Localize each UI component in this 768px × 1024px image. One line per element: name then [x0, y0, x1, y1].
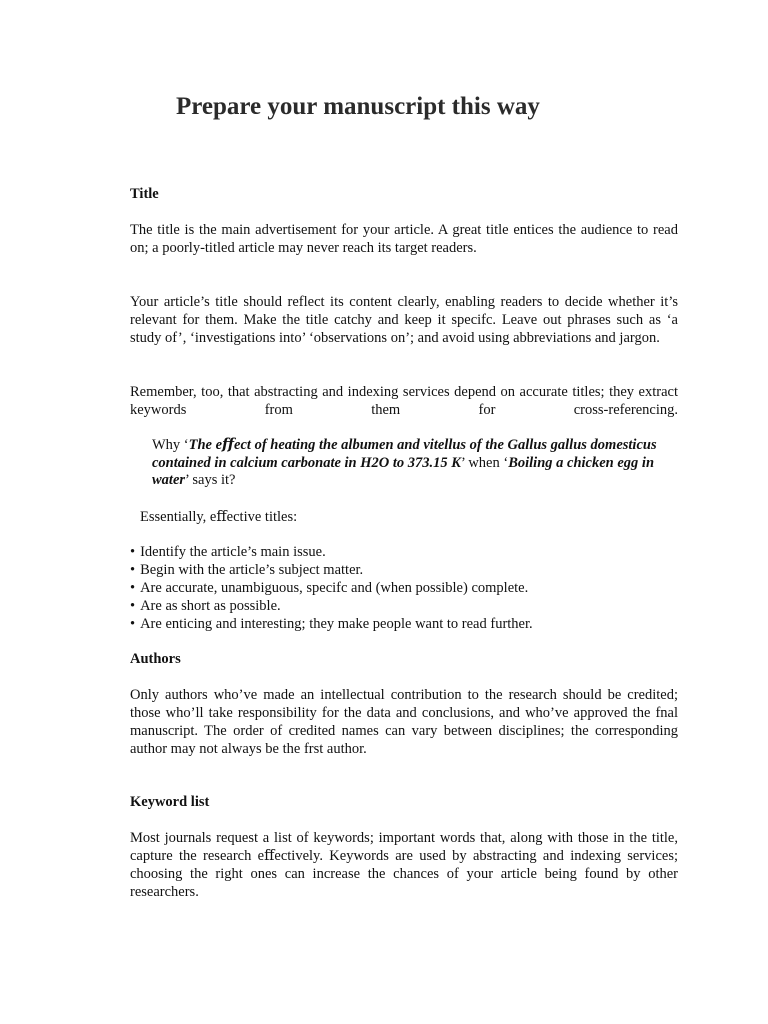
effective-titles-lead: Essentially, eﬀective titles:	[140, 509, 298, 525]
list-item: • Are accurate, unambiguous, specifc and (when possible) complete.	[130, 579, 533, 597]
section-heading-authors: Authors	[130, 651, 181, 667]
page-title: Prepare your manuscript this way	[176, 93, 540, 120]
list-item: • Begin with the article’s subject matter.	[130, 561, 533, 579]
list-item: • Are enticing and interesting; they make people want to read further.	[130, 615, 533, 633]
title-paragraph-1: The title is the main advertisement for your article. A great title entices the audience to read on; a poorly-titled article may never reach its target readers.	[130, 222, 678, 256]
effective-titles-list	[130, 543, 533, 633]
quote-why: Why ‘	[152, 437, 189, 453]
section-heading-keywords: Keyword list	[130, 794, 210, 810]
title-paragraph-3: Remember, too, that abstracting and indexing services depend on accurate titles; they extract keywords from them for cross-referencing.	[130, 384, 678, 418]
authors-paragraph: Only authors who’ve made an intellectual contribution to the research should be credited; those who’ll take responsibility for the data and conclusions, and who’ve approved the fnal manuscript. The order of credited names can vary between disciplines; the corresponding author may not always be the frst author.	[130, 687, 678, 757]
list-item: • Are as short as possible.	[130, 597, 533, 615]
quote-says: ’ says it?	[185, 472, 236, 488]
section-heading-title: Title	[130, 186, 159, 202]
quote-short-title: Boiling a chicken egg in water	[152, 454, 655, 488]
title-paragraph-2: Your article’s title should reflect its content clearly, enabling readers to decide whether it’s relevant for them. Make the title catchy and keep it specifc. Leave out phrases such as ‘a study of’, ‘investigations into’ ‘observations on’; and avoid using abbreviations and jargon.	[130, 294, 678, 346]
keywords-paragraph: Most journals request a list of keywords; important words that, along with those in the title, capture the research eﬀectively. Keywords are used by abstracting and indexing services; choosing the right ones can increase the chances of your article being found by other researchers.	[130, 830, 678, 900]
list-item: • Identify the article’s main issue.	[130, 543, 533, 561]
quote-when: ’ when ‘	[460, 454, 509, 471]
title-example-quote	[152, 437, 678, 490]
quote-long-title: The eﬀect of heating the albumen and vitellus of the Gallus gallus domesticus contained in calcium carbonate in H2O to 373.15 K	[152, 437, 657, 471]
